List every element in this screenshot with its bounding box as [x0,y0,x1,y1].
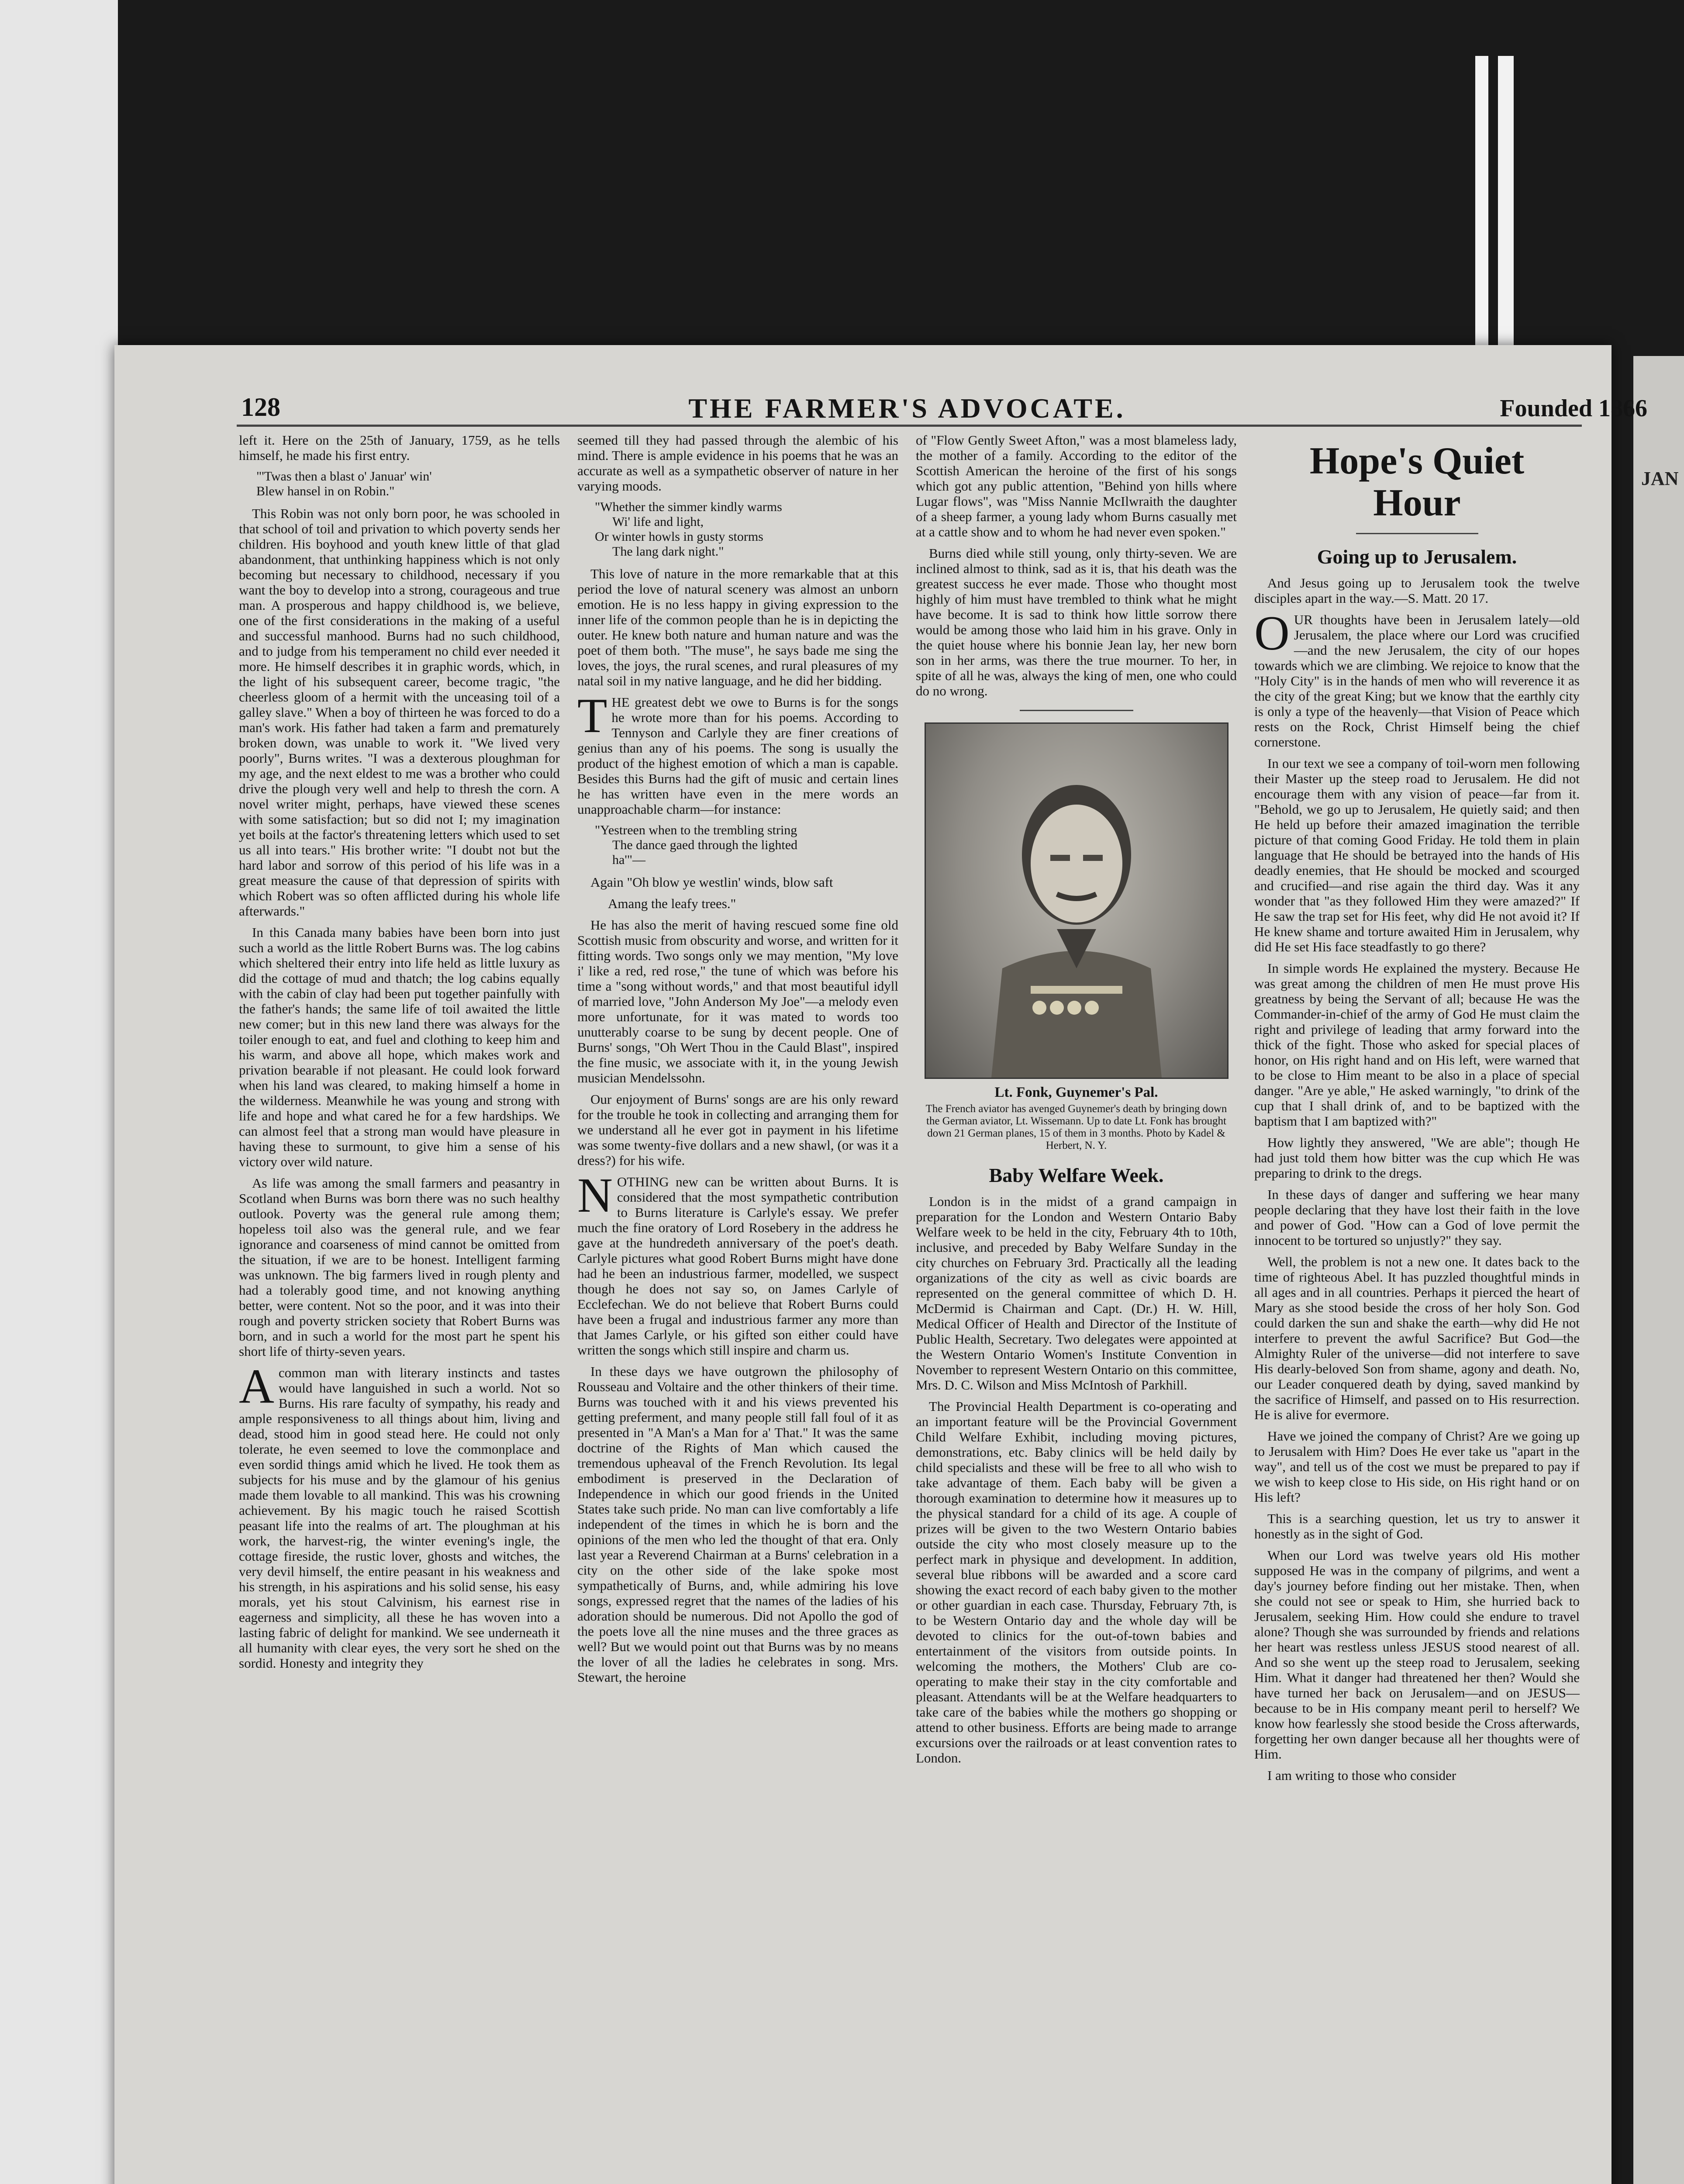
scan-bar-top-2 [1498,56,1514,357]
paragraph: left it. Here on the 25th of January, 1759, as he tells himself, he made his first entry. [239,432,560,463]
paragraph [239,1359,560,1671]
paragraph: This Robin was not only born poor, he was schooled in that school of toil and privation to which poverty sends her children. His boyhood and youth knew little of that glad abandonment, that unthinking happiness which is not only becoming but necessary to childhood, necessary if you want the boy to develop into a strong, courageous and true man. A prosperous and happy childhood is, we believe, one of the first considerations in the making of a useful and successful manhood. Burns had no such childhood, and to judge from his temperament no child ever needed it more. He himself describes it in graphic words, which, in the light of his subsequent career, become tragic, "the cheerless gloom of a hermit with the unceasing toil of a galley slave." When a boy of thirteen he was forced to do a man's work. His father had taken a farm and prematurely broken down, was unable to work it. "We lived very poorly", Burns writes. "I was a dexterous ploughman for my age, and the next eldest to me was a brother who could drive the plough very well and help to thresh the corn. A novel writer might, perhaps, have viewed these scenes with some satisfaction; but so did not I; my imagination yet boils at the factor's threatening letters which used to set us all into tears." His brother write: "I doubt not but the hard labor and sorrow of this period of his life was in a great measure the cause of that depression of spirits with which Robert was so often afflicted during his whole life afterwards." [239,506,560,919]
paragraph: Burns died while still young, only thirty-seven. We are inclined almost to think, sad as it is, that his death was the greatest success he ever made. Those who thought most highly of him must have trembled to think what he might have become. It is sad to think how little sorrow there would be among those who laid him in his grave. Only in the quiet house where his bonnie Jean lay, her new born son in her arms, was there the true mourner. To her, in spite of all he was, always the king of men, one who could do no wrong. [916,546,1237,698]
next-page-label: JAN [1641,468,1679,489]
verse-line: The lang dark night." [612,544,724,559]
photo-caption: The French aviator has avenged Guynemer's death by bringing down the German aviator, Lt. Wissemann. Up to date Lt. Fonk has brought down 21 German planes, 15 of them in 3 months. Photo by Kadel & Herbert, N. Y. [925,1103,1227,1151]
column-3 [916,432,1237,2184]
scripture-quote: And Jesus going up to Jerusalem took the twelve disciples apart in the way.—S. Matt. 20 17. [1254,575,1580,606]
department-title [1254,440,1580,524]
paragraph: As life was among the small farmers and peasantry in Scotland when Burns was born there was no such healthy outlook. Poverty was the general rule among them; hopeless toil also was the general rule, and we fear ignorance and coarseness of mind cannot be omitted from the situation, if we are to be honest. Intelligent farming was unknown. The big farmers lived in rough plenty and had a tolerably good time, and not knowing anything better, were content. Not so the poor, and it was into their rough and poverty stricken society that Robert Burns was born, and in such a world for the most part he spent his short life of thirty-seven years. [239,1175,560,1359]
section-heading: Going up to Jerusalem. [1317,546,1517,568]
header-rule [237,425,1582,427]
paragraph: I am writing to those who consider [1267,1768,1456,1783]
verse-line: "Whether the simmer kindly warms [595,500,782,514]
verse-line: The dance gaed through the lighted [612,838,798,852]
drop-cap: O [1254,606,1290,660]
faded-print [239,2162,560,2184]
photo-caption-title: Lt. Fonk, Guynemer's Pal. [994,1085,1158,1100]
department-title-line: Hope's Quiet [1309,440,1525,482]
paragraph: Have we joined the company of Christ? Are we going up to Jerusalem with Him? Does He ever take us "apart in the way", and tell us of the cost we must be prepared to pay if we wish to keep close to His side, on His right hand or on His left? [1254,1428,1580,1505]
verse-line: "'Twas then a blast o' Januar' win' [256,469,432,484]
paragraph-text: OTHING new can be written about Burns. It is considered that the most sympathetic contribution to Burns literature is Carlyle's essay. We prefer much the fine oratory of Lord Rosebery in the address he gave at the hundredeth anniversary of the poet's death. Carlyle pictures what good Robert Burns might have done had he been an industrious farmer, modelled, we suspect though he does not say so, on James Carlyle of Ecclefechan. We do not believe that Robert Burns could have been a frugal and industrious farmer any more than that James Carlyle, or his gifted son either could have written the songs which still inspire and charm us. [577,1174,898,1358]
column-4 [1254,432,1580,2184]
paragraph: The Provincial Health Department is co-operating and an important feature will be the Provincial Government Child Welfare Exhibit, including moving pictures, demonstrations, etc. Baby clinics will be held daily by child specialists and these will be free to all who wish to take advantage of them. Each baby will be given a thorough examination to determine how it measures up to the physical standard for a child of its age. A couple of prizes will be given to the two Western Ontario babies outside the city who most closely measure up to the perfect mark in physique and development. In addition, several blue ribbons will be awarded and a score card showing the exact record of each baby given to the mother or other guardian in each case. Thursday, February 7th, is to be Western Ontario day and the whole day will be devoted to clinics for the out-of-town babies and entertainment of the visitors from outside points. In welcoming the mothers, the Mothers' Club are co-operating to make their stay in the city comfortable and pleasant. Attendants will be at the Welfare headquarters to take care of the babies while the mothers go shopping or attend to other business. Efforts are being made to arrange excursions over the railroads or at least convention rates to London. [916,1399,1237,1766]
portrait-illustration [926,724,1227,1078]
paragraph: Again "Oh blow ye westlin' winds, blow saft [590,874,833,890]
verse-line: "Yestreen when to the trembling string [595,823,797,837]
column-1 [239,432,560,2184]
left-scan-edge [0,0,118,2184]
title-rule [1356,533,1478,534]
verse [595,823,898,867]
verse-line: ha'"— [612,853,645,867]
paragraph: This love of nature in the more remarkable that at this period the love of natural scenery was almost an unborn emotion. He is no less happy in giving expression to the inner life of the common people than he is in depicting the outer. He knew both nature and human nature and was the poet of them both. "The muse", he says bade me sing the loves, the joys, the rural scenes, and rural pleasures of my natal soil in my native language, and he did her bidding. [577,566,898,688]
paragraph: of "Flow Gently Sweet Afton," was a most blameless lady, the mother of a family. According to the editor of the Scottish American the heroine of the first of his songs which got any public attention, "Behind yon hills where Lugar flows", was "Miss Nannie McIlwraith the daughter of a sheep farmer, a young lady whom Burns casually met at a cattle show and to whom he had never even spoken." [916,432,1237,539]
section-heading: Baby Welfare Week. [989,1164,1164,1186]
paragraph-text: HE greatest debt we owe to Burns is for the songs he wrote more than for his poems. According to Tennyson and Carlyle they are finer creations of genius than any of his poems. The song is usually the product of the highest emotion of which a man is capable. Besides this Burns had the gift of music and certain lines he has written have even in the mere words an unapproachable charm—for instance: [577,695,898,817]
paragraph: Our enjoyment of Burns' songs are are his only reward for the trouble he took in collecting and arranging them for we understand all he ever got in payment in his lifetime was some twenty-five dollars and a new shawl, (or was it a dress?) for his wife. [577,1092,898,1168]
paragraph: In these days of danger and suffering we hear many people declaring that they have lost their faith in the love and power of God. "How can a God of love permit the innocent to be tortured so unjustly?" they say. [1254,1187,1580,1248]
verse [595,500,898,559]
portrait-photo [925,722,1228,1079]
paragraph: How lightly they answered, "We are able"; though He had just told them how bitter was the cup which He was preparing to drink to the dregs. [1254,1135,1580,1181]
paragraph: He has also the merit of having rescued some fine old Scottish music from obscurity and worse, and written for it fitting words. Two songs only we may mention, "My love i' like a red, red rose," the tune of which was before his time a "song without words," and that most beautiful idyll of married love, "John Anderson My Joe"—a melody even more unfortunate, for it was mated to words too unutterably coarse to be sung by decent people. One of Burns' songs, "Oh Wert Thou in the Cauld Blast", inspired the fine music, we associate with it, in the young Jewish musician Mendelssohn. [577,917,898,1085]
column-2 [577,432,898,2184]
paragraph: In these days we have outgrown the philosophy of Rousseau and Voltaire and the other thinkers of their time. Burns was touched with it and his views prevented his getting preferment, and many people still fall foul of it as presented in "A Man's a Man for a' That." It was the same doctrine of the Rights of Man which caused the tremendous upheaval of the French Revolution. Its legal embodiment is preserved in the Declaration of Independence in which our good friends in the United States take such pride. No man can live comfortably a life independent of the times in which he is born and the opinions of the men who led the thought of that era. Only last year a Reverend Chairman at a Burns' celebration in a city on the other side of the lake spoke most sympathetically of Burns, and, while admiring his love songs, expressed regret that the names of the ladies of his adoration should be numerous. Did not Apollo the god of the poets love all the nine muses and the three graces as well? But we would point out that Burns was by no means the lover of all the ladies he celebrates in song. Mrs. Stewart, the heroine [577,1364,898,1685]
founded-note: Founded 1866 [1500,395,1647,422]
verse-line: Wi' life and light, [612,515,704,529]
paragraph-text: UR thoughts have been in Jerusalem lately—old Jerusalem, the place where our Lord was crucified—and the new Jerusalem, the city of our hopes towards which we are climbing. We rejoice to know that the "Holy City" is in the hands of men who will reverence it as the city of the great King; but we know that the earthly city is only a type of the heavenly—that Vision of Peace which rests on the Rock, Christ Himself being the chief cornerstone. [1254,612,1580,750]
department-title-line: Hour [1373,482,1461,524]
paragraph: In simple words He explained the mystery. Because He was great among the children of men He must prove His greatness by being the Servant of all; because He was the Commander-in-chief of the army of God He must claim the right and privilege of leading that army forward into the thick of the fight. Those who asked for special places of honor, on His right hand and on His left, were warned that to be close to Him meant to be also in a place of special danger. "Are ye able," He asked warningly, "to drink of the cup that I shall drink of, and to be baptized with the baptism that I am baptized with?" [1254,961,1580,1129]
newspaper-page [114,345,1647,2184]
drop-cap: A [239,1359,274,1413]
paragraph-text: common man with literary instincts and tastes would have languished in such a world. Not so Burns. His rare faculty of sympathy, his ready and ample responsiveness to all things about him, living and dead, stood him in good stead here. He could not only tolerate, he even seemed to love the commonplace and even sordid things amid which he lived. He took them as subjects for his muse and by the glamour of his genius made them lovable to all mankind. This was his crowning achievement. By his magic touch he raised Scottish peasant life into the realms of art. The ploughman at his work, the harvest-rig, the winter evening's ingle, the cottage fireside, the rustic lover, ghosts and witches, the very devil himself, the entire peasant in his weakness and his strength, in his aspirations and his solid sense, his easy morals, yet his stout Calvinism, his earnest rise in eagerness and simplicity, all these he has woven into a lasting fabric of delight for mankind. We see underneath it all humanity with clear eyes, the very sort he shed on the sordid. Honesty and integrity they [239,1365,560,1671]
paragraph: This is a searching question, let us try to answer it honestly as in the sight of God. [1254,1511,1580,1541]
publication-title: THE FARMER'S ADVOCATE. [688,393,1126,424]
paragraph: In our text we see a company of toil-worn men following their Master up the steep road to Jerusalem. He did not encourage them with any vision of peace—far from it. "Behold, we go up to Jerusalem, He quietly said; and then He held up before their amazed imagination the terrible picture of that coming Good Friday. He told them in plain language that He should be betrayed into the hands of His deadly enemies, that He should be mocked and scourged and crucified—and rise again the third day. Was it any wonder that "as they followed Him they were amazed?" If He saw the trap set for His feet, why did He not avoid it? If He knew shame and torture awaited Him in Jerusalem, why did He set His face steadfastly to go there? [1254,756,1580,954]
paragraph: Well, the problem is not a new one. It dates back to the time of righteous Abel. It has puzzled thoughtful minds in all ages and in all countries. Perhaps it pierced the heart of Mary as she stood beside the cross of her holy Son. God could darken the sun and shake the earth—why did He not interfere to prevent the awful Sacrifice? But God—the Almighty Ruler of the universe—did not interfere to save His dearly-beloved Son from shame, agony and death. No, our Leader conquered death by dying, saved mankind by the sacrifice of Himself, and passed on to His resurrection. He is alive for evermore. [1254,1254,1580,1422]
paragraph: London is in the midst of a grand campaign in preparation for the London and Western Ontario Baby Welfare week to be held in the city, February 4th to 10th, inclusive, and preceded by Baby Welfare Sunday in the city churches on February 3rd. Practically all the leading organizations of the city as well as civic boards are represented on the general committee of which D. H. McDermid is Chairman and Capt. (Dr.) H. W. Hill, Medical Officer of Health and Director of the Institute of Public Health, Secretary. Two delegates were appointed at the Western Ontario Women's Institute Convention in November to represent Western Ontario on this committee, Mrs. D. C. Wilson and Miss McIntosh of Parkhill. [916,1194,1237,1393]
page-number: 128 [241,393,280,422]
verse-line: Blew hansel in on Robin." [256,484,395,498]
drop-cap: N [577,1168,613,1223]
section-rule [1020,710,1133,711]
paragraph [577,1168,898,1358]
faded-print [577,2162,898,2184]
drop-cap: T [577,689,607,743]
paragraph: In this Canada many babies have been born into just such a world as the little Robert Burns was. The log cabins which sheltered their entry into life held as little luxury as did the cottage of mud and thatch; the log cabins equally with the cabin of clay had been put together painfully with the father's hands; the same life of toil awaited the little new comer; but in this new land there was always for the toiler enough to eat, and fuel and clothing to keep him and his warm, and above all hope, which makes work and privation bearable if not pleasant. He could look forward when his land was cleared, to making himself a home in the wilderness. Meanwhile he was young and strong with life and hope and what cared he for a few hardships. We can almost feel that a strong man would have pleasure in having these to surmount, to give him a sense of his victory over wild nature. [239,925,560,1169]
paragraph: When our Lord was twelve years old His mother supposed He was in the company of pilgrims, and went a day's journey before finding out her mistake. Then, when she could not see or speak to Him, she hurried back to Jerusalem, seeking Him. How could she endure to travel alone? Though she was surrounded by friends and relations her heart was restless unless JESUS stood nearest of all. And so she went up the steep road to Jerusalem, seeking Him. What it danger had threatened her then? Would she have turned her back on Jerusalem—and on JESUS—because to be in His company meant peril to herself? We know how fearlessly she stood beside the Cross afterwards, forgetting her own danger because all her thoughts were of Him. [1254,1548,1580,1762]
scan-bar-top-1 [1475,56,1488,357]
paragraph [1254,606,1580,750]
paragraph: Amang the leafy trees." [608,896,736,911]
paragraph [577,689,898,817]
verse-line: Or winter howls in gusty storms [595,529,763,544]
paragraph: seemed till they had passed through the alembic of his mind. There is ample evidence in his poems that he was an accurate as well as a sympathetic observer of nature in her varying moods. [577,432,898,494]
verse [256,469,560,499]
next-page-edge [1633,356,1684,2184]
